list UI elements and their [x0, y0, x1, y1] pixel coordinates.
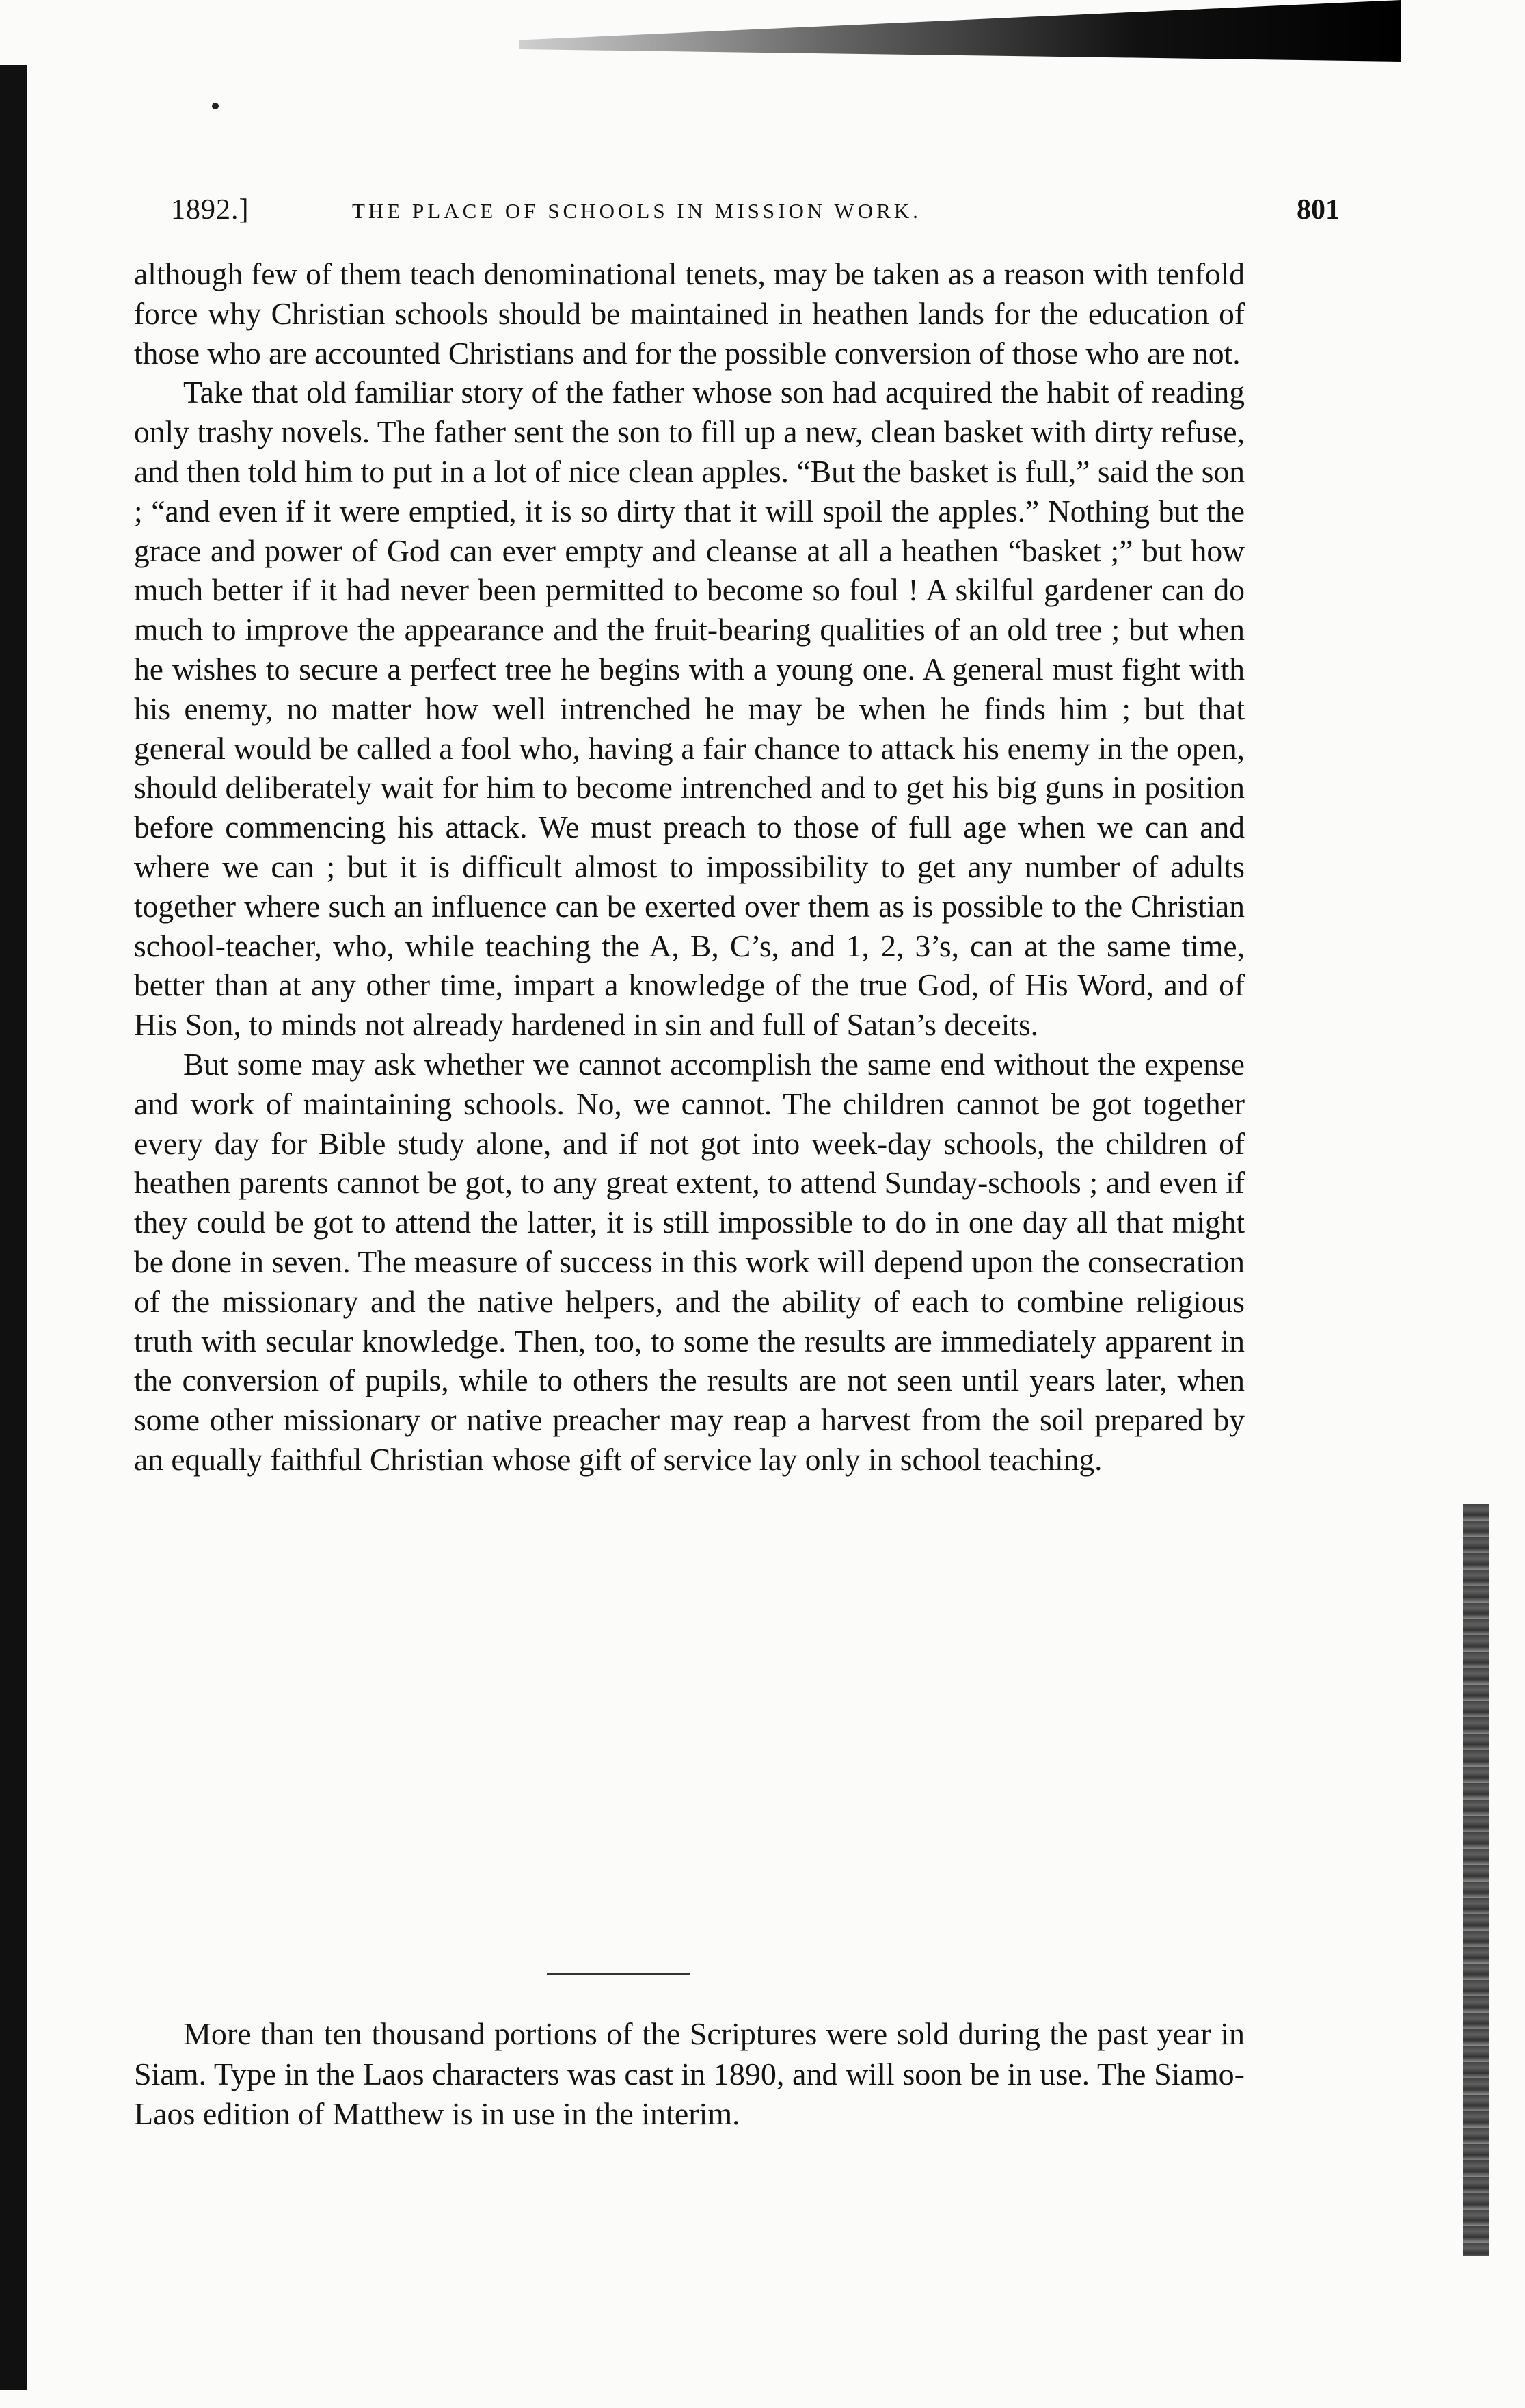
scan-binding-edge [0, 65, 27, 2390]
scan-shadow-top [519, 0, 1401, 62]
running-head-title: THE PLACE OF SCHOOLS IN MISSION WORK. [352, 199, 921, 223]
running-head-year: 1892.] [171, 194, 249, 226]
paragraph-schools-expense: But some may ask whether we cannot accomplish the same end without the expense and work of maintaining schools. No, we cannot. The children cannot be got together every day for Bible study alone, and if not got into week-day schools, the children of heathen parents cannot be got, to any great extent, to attend Sunday-schools ; and even if they could be got to attend the latter, it is still impossible to do in one day all that might be done in seven. The measure of success in this work will depend upon the consecration of the missionary and the native helpers, and the ability of each to combine religious truth with secular knowledge. Then, too, to some the results are immediately apparent in the conversion of pupils, while to others the results are not seen until years later, when some other missionary or native preacher may reap a harvest from the soil prepared by an equally faithful Christian whose gift of service lay only in school teaching. [134, 1046, 1245, 1477]
section-divider [547, 1973, 690, 1975]
note-paragraph: More than ten thousand portions of the Scriptures were sold during the past year in Siam. Type in the Laos characters was cast in 1890, and will soon be in use. The Siamo-Laos edition of Matthew is in use in the interim. [134, 2016, 1245, 2131]
article-body [134, 254, 1245, 1480]
running-head [171, 193, 1340, 235]
scan-speck [212, 103, 219, 109]
siam-note [134, 2014, 1245, 2135]
scan-page-edge-right [1463, 1504, 1489, 2256]
paragraph-continuation: although few of them teach denominational tenets, may be taken as a reason with tenfold force why Christian schools should be maintained in heathen lands for the education of those who are accounted Christians and for the possible conversion of those who are not. [134, 256, 1245, 371]
page-number: 801 [1297, 194, 1340, 226]
paragraph-basket-story: Take that old familiar story of the father whose son had acquired the habit of reading only trashy novels. The father sent the son to fill up a new, clean basket with dirty refuse, and then told him to put in a lot of nice clean apples. “But the basket is full,” said the son ; “and even if it were emptied, it is so dirty that it will spoil the apples.” Nothing but the grace and power of God can ever empty and cleanse at all a heathen “basket ;” but how much better if it had never been permitted to become so foul ! A skilful gardener can do much to improve the appearance and the fruit-bearing qualities of an old tree ; but when he wishes to secure a perfect tree he begins with a young one. A general must fight with his enemy, no matter how well intrenched he may be when he finds him ; but that general would be called a fool who, having a fair chance to attack his enemy in the open, should deliberately wait for him to become intrenched and to get his big guns in position before commencing his attack. We must preach to those of full age when we can and where we can ; but it is difficult almost to impossibility to get any number of adults together where such an influence can be exerted over them as is possible to the Christian school-teacher, who, while teaching the A, B, C’s, and 1, 2, 3’s, can at the same time, better than at any other time, impart a knowledge of the true God, of His Word, and of His Son, to minds not already hardened in sin and full of Satan’s deceits. [134, 375, 1245, 1043]
